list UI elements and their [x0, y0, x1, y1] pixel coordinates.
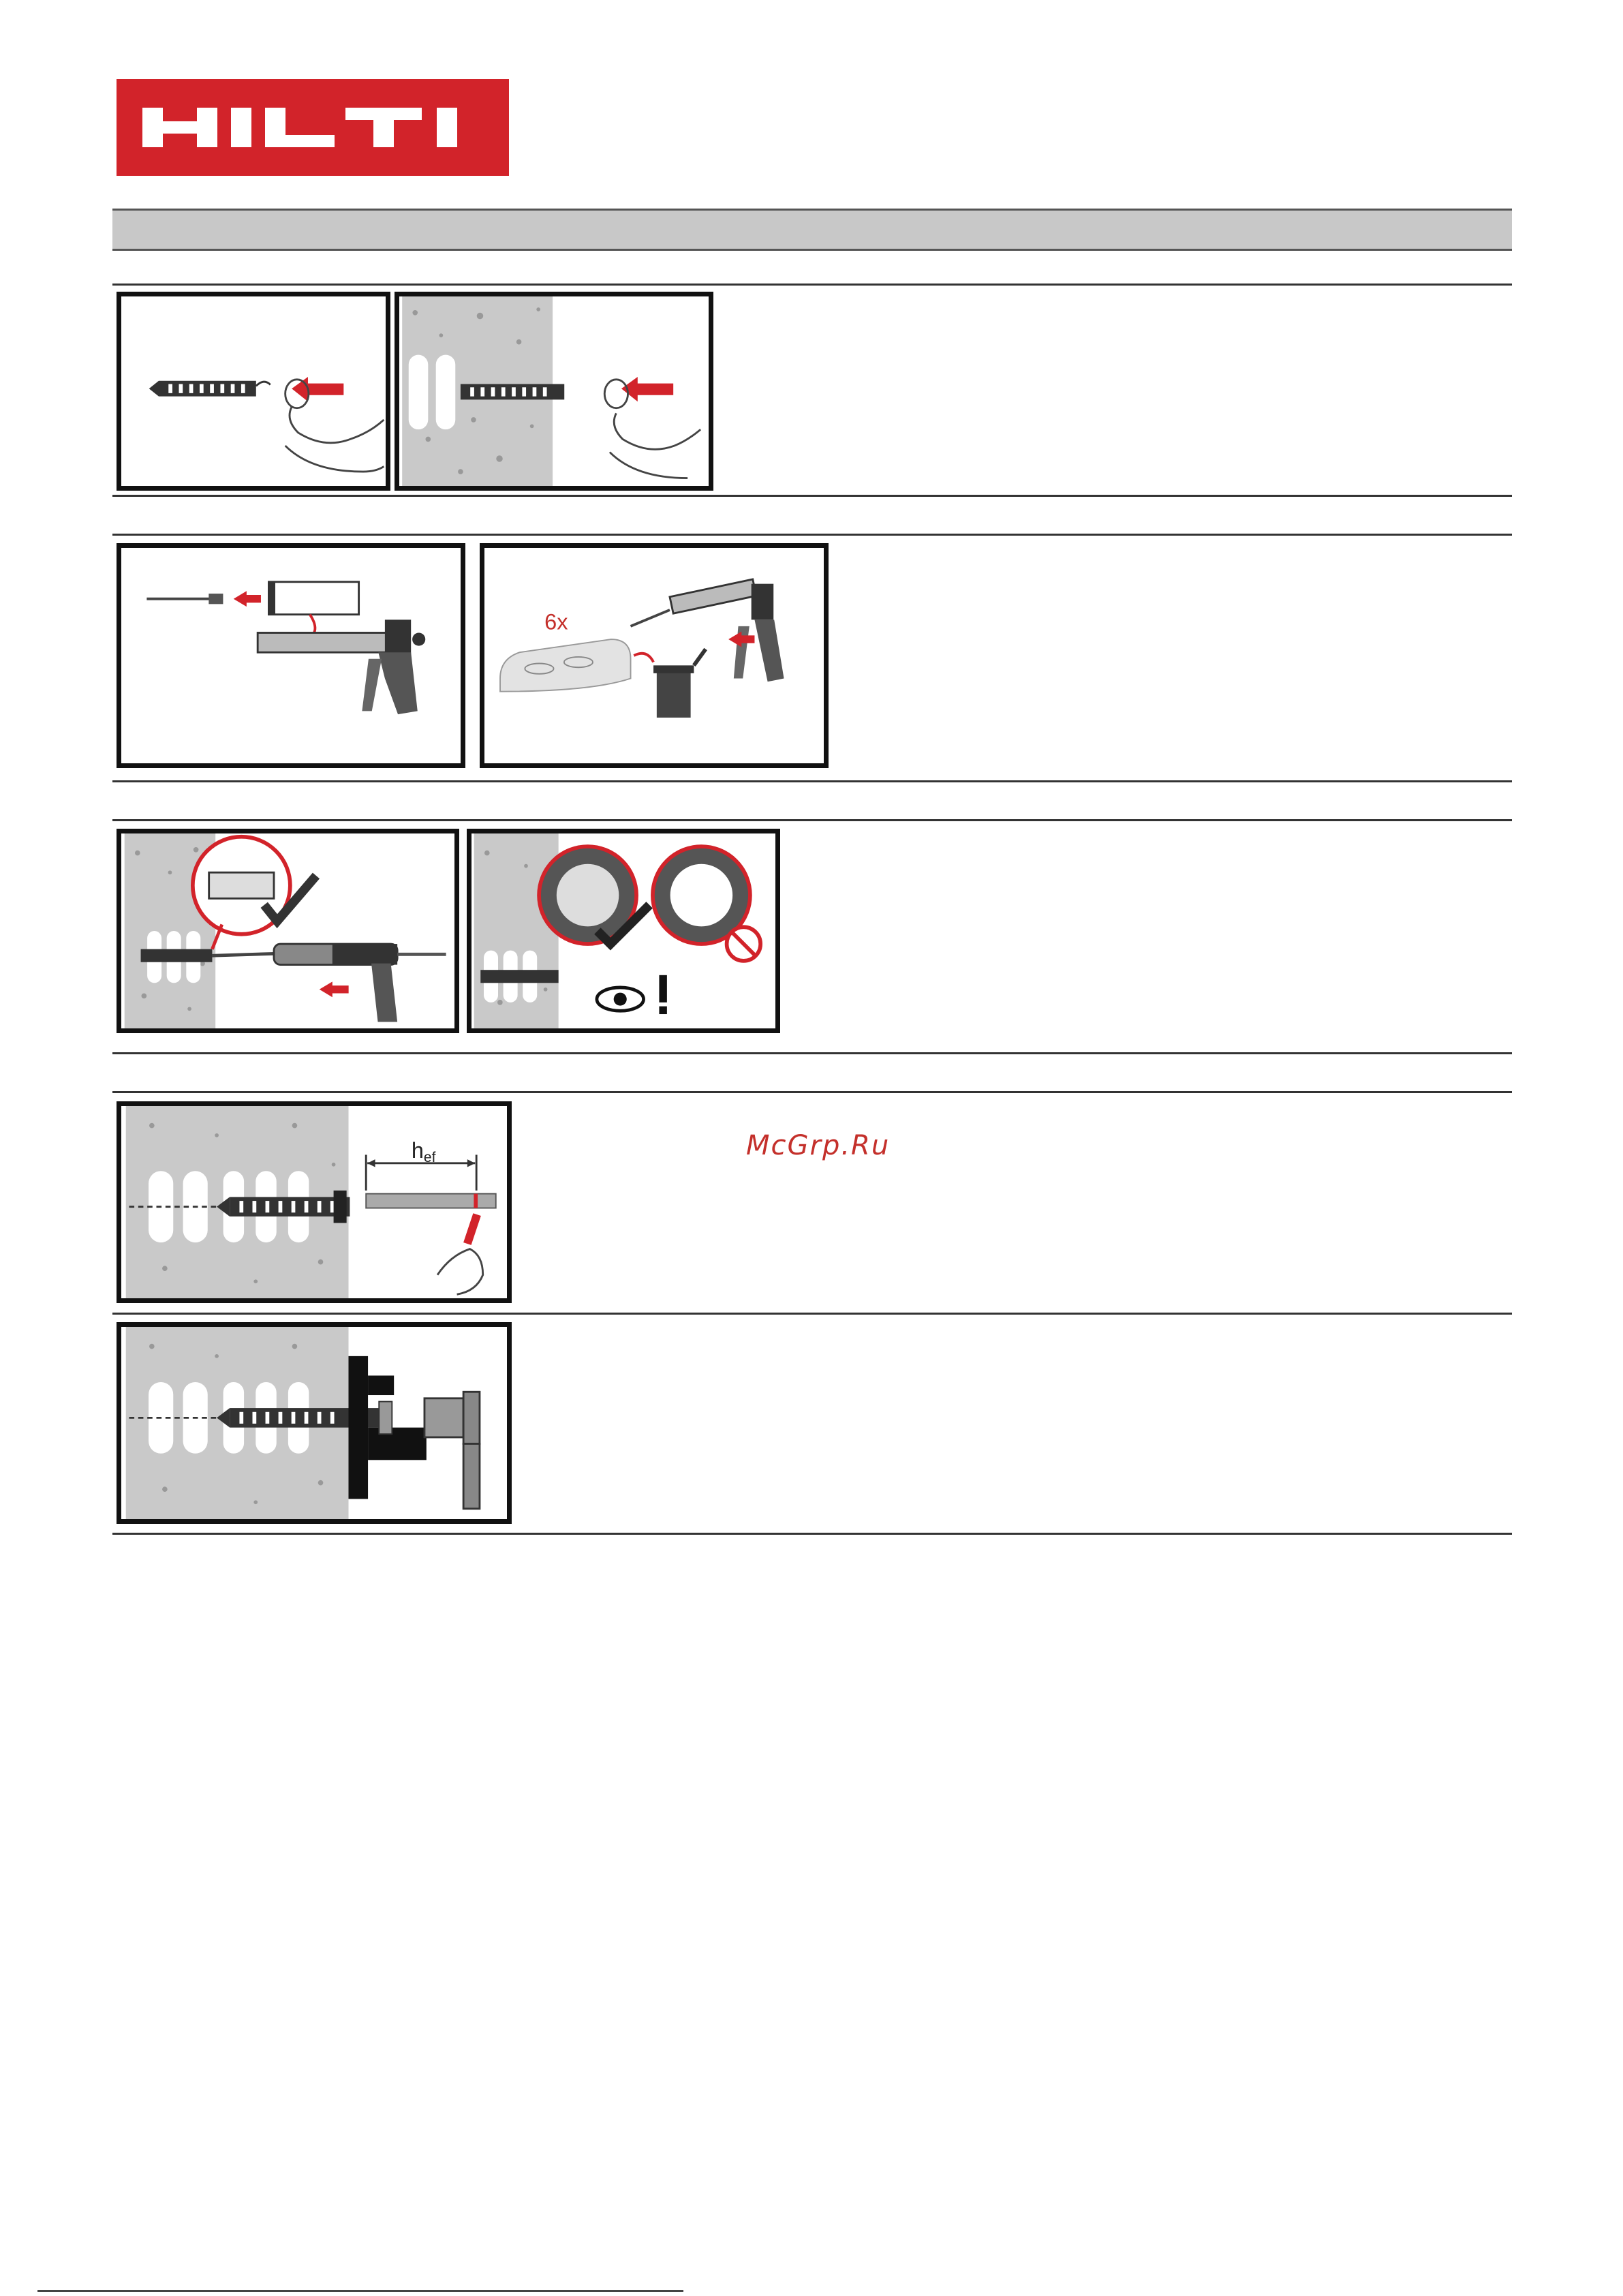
svg-text:hef: [412, 1138, 436, 1165]
panel-cartridge-dispenser-assembly: [117, 543, 465, 768]
discard-count-label: 6x: [544, 609, 568, 634]
step-divider: [112, 1533, 1512, 1535]
panel-capsule-insert-wall: [395, 292, 713, 491]
watermark-text: McGrp.Ru: [746, 1130, 891, 1161]
panel-install-fixture: [117, 1322, 512, 1524]
hef-label-main: h: [411, 1138, 424, 1163]
step-divider: [112, 284, 1512, 286]
hilti-logo: [117, 79, 509, 176]
step-divider: [112, 1091, 1512, 1093]
panel-capsule-insert-hand: [117, 292, 390, 491]
step-divider: [112, 495, 1512, 497]
panel-inspect-fill: [467, 829, 780, 1033]
step-divider: [112, 1313, 1512, 1315]
step-divider: [112, 780, 1512, 782]
panel-inject-mortar: [117, 829, 459, 1033]
step-divider: [112, 1052, 1512, 1054]
panel-discard-first-strokes: [480, 543, 829, 768]
footer-rule: [37, 2290, 683, 2292]
section-header-bar: [112, 209, 1512, 251]
step-divider: [112, 534, 1512, 536]
panel-mark-embedment-depth: [117, 1101, 512, 1303]
hef-label-sub: ef: [423, 1149, 436, 1165]
step-divider: [112, 819, 1512, 821]
